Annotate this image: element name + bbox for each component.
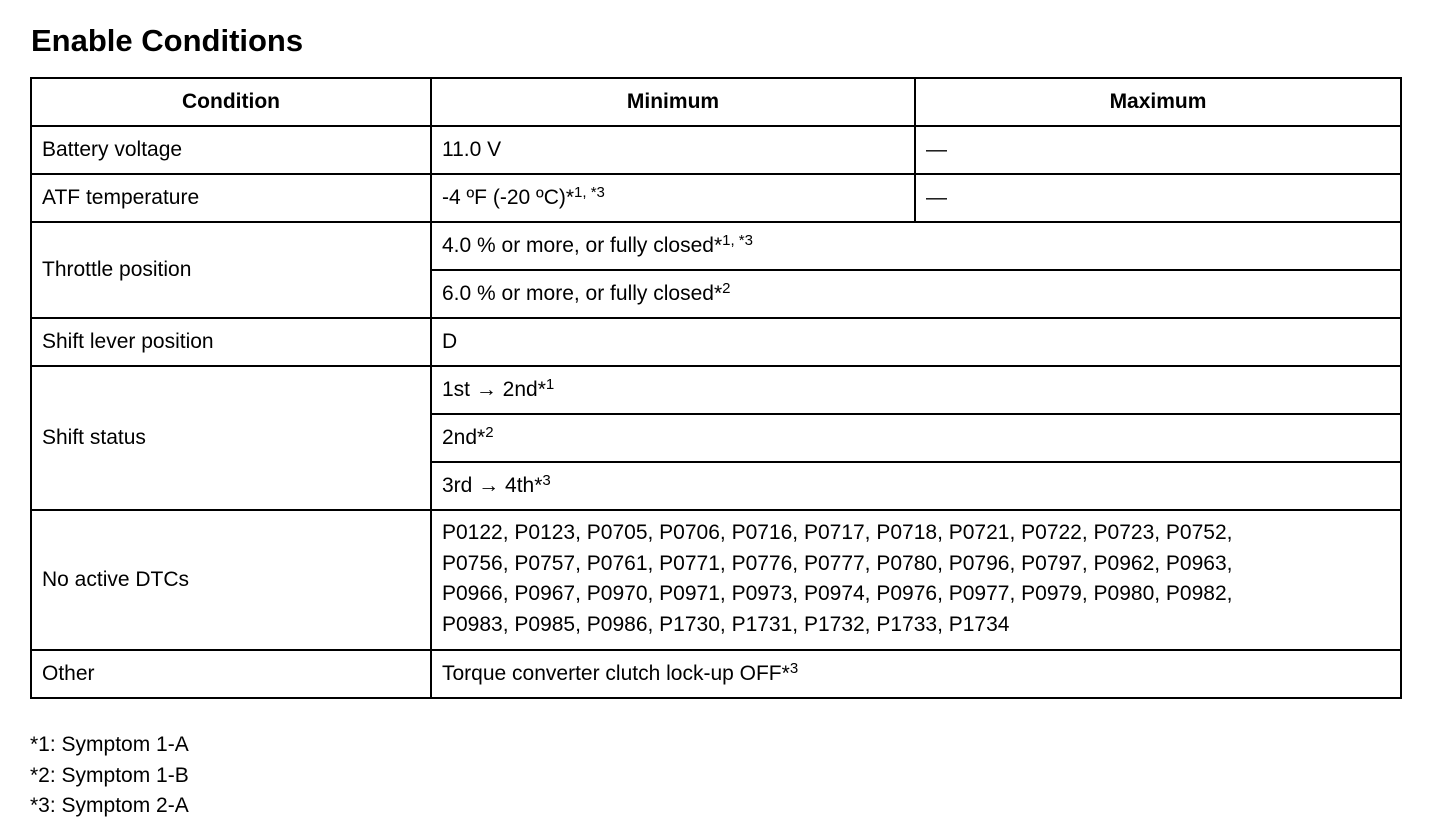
- condition-value: [431, 270, 1401, 318]
- maximum-value: —: [915, 174, 1401, 222]
- enable-conditions-table: [30, 77, 1402, 699]
- condition-value: [431, 222, 1401, 270]
- condition-value: D: [431, 318, 1401, 366]
- footnotes: [30, 730, 189, 822]
- column-header-condition: Condition: [31, 78, 431, 126]
- minimum-value: 11.0 V: [431, 126, 915, 174]
- value-text: 1st → 2nd*: [442, 378, 546, 401]
- table-row: [31, 650, 1401, 698]
- minimum-value: [431, 174, 915, 222]
- dtc-list: [431, 510, 1401, 650]
- footnote-ref: 3: [789, 660, 799, 677]
- footnote: *1: Symptom 1-A: [30, 733, 189, 756]
- dtc-line: P0756, P0757, P0761, P0771, P0776, P0777, P0780, P0796, P0797, P0962, P0963,: [442, 551, 1233, 575]
- table-row: [31, 174, 1401, 222]
- condition-label: ATF temperature: [31, 174, 431, 222]
- value-text: 3rd → 4th*: [442, 474, 543, 497]
- maximum-value: —: [915, 126, 1401, 174]
- dtc-line: P0983, P0985, P0986, P1730, P1731, P1732, P1733, P1734: [442, 612, 1010, 636]
- footnote-ref: 2: [722, 280, 731, 297]
- condition-label: Throttle position: [31, 222, 431, 318]
- condition-label: Shift lever position: [31, 318, 431, 366]
- value-text: 2nd*: [442, 426, 486, 449]
- condition-value: [431, 650, 1401, 698]
- footnote: *2: Symptom 1-B: [30, 763, 189, 787]
- footnote-ref: 1: [545, 376, 555, 393]
- condition-label: Shift status: [31, 366, 431, 510]
- value-text: 4.0 % or more, or fully closed*: [442, 234, 723, 257]
- value-text: 6.0 % or more, or fully closed*: [442, 282, 723, 305]
- condition-label: Battery voltage: [31, 126, 431, 174]
- condition-value: [431, 414, 1401, 462]
- table-row: [31, 366, 1401, 414]
- page-title: Enable Conditions: [31, 23, 304, 58]
- table-row: [31, 510, 1401, 650]
- condition-value: [431, 462, 1401, 510]
- table-row: [31, 222, 1401, 270]
- value-text: Torque converter clutch lock-up OFF*: [442, 662, 790, 685]
- footnote-ref: 1, *3: [574, 184, 605, 201]
- condition-value: [431, 366, 1401, 414]
- footnote-ref: 1, *3: [722, 232, 753, 249]
- dtc-line: P0966, P0967, P0970, P0971, P0973, P0974, P0976, P0977, P0979, P0980, P0982,: [442, 582, 1233, 605]
- column-header-minimum: Minimum: [431, 78, 915, 126]
- column-header-maximum: Maximum: [915, 78, 1401, 126]
- value-text: -4 ºF (-20 ºC)*: [442, 186, 575, 209]
- condition-label: Other: [31, 650, 431, 698]
- table-row: [31, 126, 1401, 174]
- dtc-line: P0122, P0123, P0705, P0706, P0716, P0717, P0718, P0721, P0722, P0723, P0752,: [442, 521, 1233, 544]
- table-header-row: [31, 78, 1401, 126]
- footnote: *3: Symptom 2-A: [30, 794, 189, 817]
- footnote-ref: 2: [485, 424, 494, 441]
- table-row: [31, 318, 1401, 366]
- footnote-ref: 3: [542, 472, 551, 489]
- condition-label: No active DTCs: [31, 510, 431, 650]
